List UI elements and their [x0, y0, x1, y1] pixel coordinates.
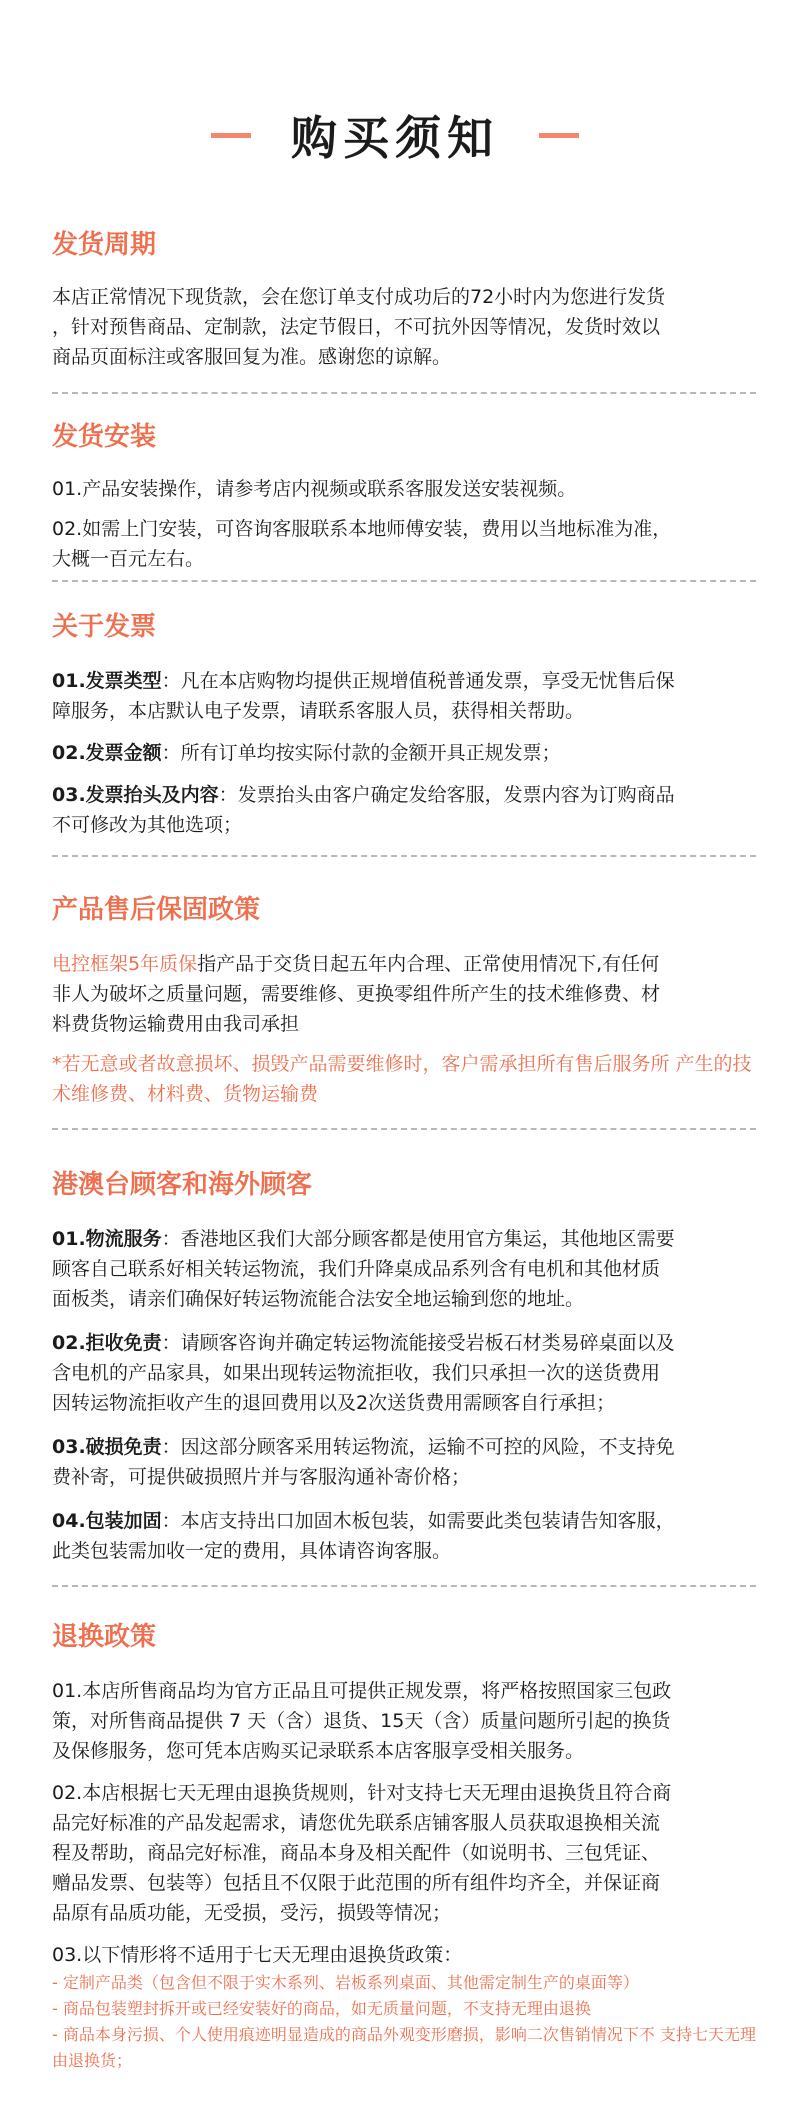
section-invoice: [52, 610, 756, 840]
invoice-item-1-label: 01.发票类型: [52, 670, 162, 692]
overseas-item-3-text: ：因这部分顾客采用转运物流，运输不可控的风险，不支持免 费补寄，可提供破损照片并与客服沟通补寄价格；: [52, 1436, 675, 1488]
returns-note-1: - 定制产品类（包含但不限于实木系列、岩板系列桌面、其他需定制生产的桌面等）: [52, 1973, 639, 1992]
install-item-1: 01.产品安装操作，请参考店内视频或联系客服发送安装视频。: [52, 478, 577, 500]
invoice-item-2: [52, 738, 756, 768]
invoice-item-2-label: 02.发票金额: [52, 742, 162, 764]
title-right-dash: [539, 133, 579, 138]
warranty-text: [52, 949, 756, 1039]
page-title: 购买须知: [291, 111, 499, 165]
section-install: [52, 420, 756, 574]
overseas-item-1: [52, 1224, 756, 1314]
overseas-item-3: [52, 1432, 756, 1492]
overseas-item-1-text: ：香港地区我们大部分顾客都是使用官方集运，其他地区需要 顾客自己联系好相关转运物流，我们升降桌成品系列含有电机和其他材质 面板类，请亲们确保好转运物流能合法安全地运输到您的地址。: [52, 1228, 675, 1310]
section-title-warranty: 产品售后保固政策: [52, 895, 261, 925]
section-returns: [52, 1620, 756, 2074]
returns-item-2: 02.本店根据七天无理由退换货规则，针对支持七天无理由退换货且符合商 品完好标准的产品发起需求，请您优先联系店铺客服人员获取退换相关流 程及帮助，商品完好标准，商品本身及相关配件（如说明书、三包凭证、 赠品发票、包装等）包括且不仅限于此范围的所有组件均齐全，并保证商 品原有品质功能，无受损，受污，损毁等情况；: [52, 1782, 672, 1924]
install-item-2: 02.如需上门安装，可咨询客服联系本地师傅安装，费用以当地标准为准， 大概一百元左右。: [52, 518, 672, 570]
overseas-item-4: [52, 1506, 756, 1566]
returns-note-2: - 商品包装塑封拆开或已经安装好的商品，如无质量问题，不支持无理由退换: [52, 1999, 591, 2018]
overseas-item-2: [52, 1328, 756, 1418]
returns-note-3: - 商品本身污损、个人使用痕迹明显造成的商品外观变形磨损，影响二次售销情况下不 支持七天无理由退换货；: [52, 2025, 756, 2070]
invoice-item-2-text: ：所有订单均按实际付款的金额开具正规发票；: [161, 742, 561, 764]
returns-item-3: 03.以下情形将不适用于七天无理由退换货政策：: [52, 1944, 463, 1966]
section-title-install: 发货安装: [52, 422, 157, 452]
section-shipping: [52, 228, 756, 372]
title-left-dash: [211, 133, 251, 138]
section-divider: [52, 1585, 756, 1587]
section-title-overseas: 港澳台顾客和海外顾客: [52, 1170, 313, 1200]
section-divider: [52, 580, 756, 582]
overseas-item-1-label: 01.物流服务: [52, 1228, 162, 1250]
section-overseas: [52, 1168, 756, 1566]
overseas-item-4-text: ：本店支持出口加固木板包装，如需要此类包装请告知客服， 此类包装需加收一定的费用，具体请咨询客服。: [52, 1510, 675, 1562]
section-divider: [52, 392, 756, 394]
section-title-returns: 退换政策: [52, 1622, 157, 1652]
overseas-item-3-label: 03.破损免责: [52, 1436, 162, 1458]
returns-item-1: 01.本店所售商品均为官方正品且可提供正规发票，将严格按照国家三包政 策，对所售商品提供 7 天（含）退货、15天（含）质量问题所引起的换货 及保修服务，您可凭本店购买记录联系本店客服享受相关服务。: [52, 1680, 672, 1762]
section-divider: [52, 1128, 756, 1130]
section-divider: [52, 855, 756, 857]
invoice-item-1-text: ：凡在本店购物均提供正规增值税普通发票，享受无忧售后保 障服务，本店默认电子发票，请联系客服人员，获得相关帮助。: [52, 670, 675, 722]
overseas-item-2-text: ：请顾客咨询并确定转运物流能接受岩板石材类易碎桌面以及 含电机的产品家具，如果出现转运物流拒收，我们只承担一次的送货费用 因转运物流拒收产生的退回费用以及2次送货费用需顾客自行承担；: [52, 1332, 675, 1414]
invoice-item-1: [52, 666, 756, 726]
section-title-invoice: 关于发票: [52, 612, 157, 642]
warranty-body: 指产品于交货日起五年内合理、正常使用情况下,有任何 非人为破坏之质量问题，需要维修、更换零组件所产生的技术维修费、材 料费货物运输费用由我司承担: [52, 953, 661, 1035]
overseas-item-2-label: 02.拒收免责: [52, 1332, 162, 1354]
warranty-highlight: 电控框架5年质保: [52, 953, 198, 975]
invoice-item-3-label: 03.发票抬头及内容: [52, 784, 219, 806]
overseas-item-4-label: 04.包装加固: [52, 1510, 162, 1532]
page-header: [0, 100, 790, 170]
warranty-note: *若无意或者故意损坏、损毁产品需要维修时，客户需承担所有售后服务所 产生的技术维修费、材料费、货物运输费: [52, 1053, 752, 1105]
section-warranty: [52, 893, 756, 1109]
invoice-item-3: [52, 780, 756, 840]
invoice-item-3-text: ：发票抬头由客户确定发给客服，发票内容为订购商品 不可修改为其他选项；: [52, 784, 675, 836]
shipping-text: 本店正常情况下现货款，会在您订单支付成功后的72小时内为您进行发货 ，针对预售商品、定制款，法定节假日，不可抗外因等情况，发货时效以 商品页面标注或客服回复为准。感谢您的谅解。: [52, 286, 666, 368]
section-title-shipping: 发货周期: [52, 230, 157, 260]
